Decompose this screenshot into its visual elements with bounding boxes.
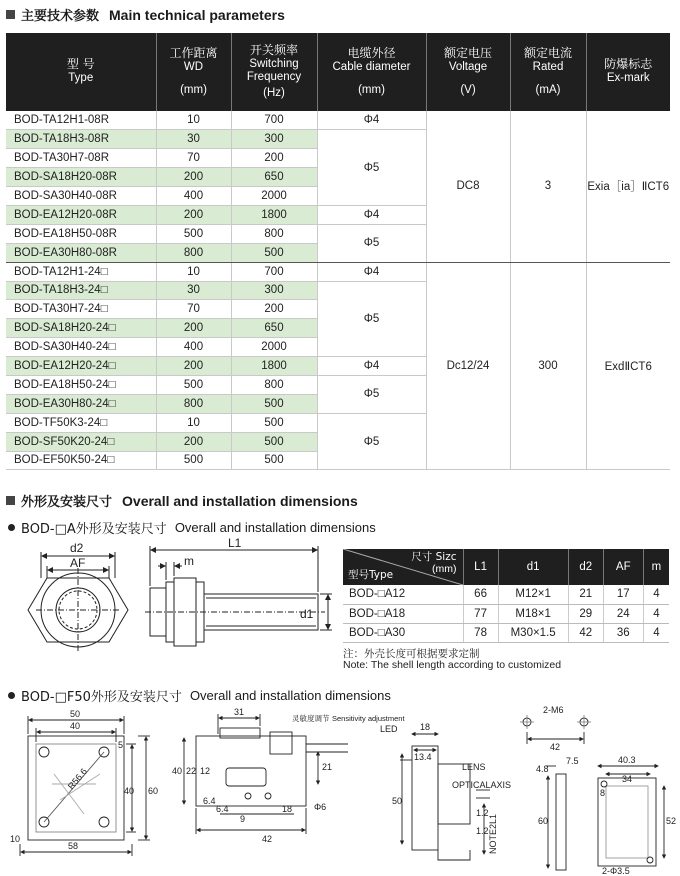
- svg-text:Φ6: Φ6: [314, 802, 327, 812]
- a-series-dimension-drawing: [0, 538, 340, 668]
- f50-dimension-drawings: [0, 704, 680, 876]
- table-row: BOD-TA30H7-08R 70 200: [6, 149, 670, 168]
- svg-text:58: 58: [68, 841, 79, 851]
- svg-text:34: 34: [622, 774, 633, 784]
- cable-cell: Φ5: [317, 413, 426, 470]
- svg-text:1.2: 1.2: [476, 808, 489, 818]
- label-d2: d2: [70, 541, 84, 555]
- svg-text:2-M6: 2-M6: [543, 705, 564, 715]
- dimension-table: [343, 549, 669, 643]
- round-bullet-icon: [8, 692, 15, 699]
- header-current: 额定电流 Rated (mA): [510, 33, 586, 111]
- label-m: m: [184, 554, 194, 568]
- round-bullet-icon: [8, 524, 15, 531]
- svg-text:6.4: 6.4: [203, 796, 216, 806]
- table-row: BOD-EA12H20-24□ 200 1800 Φ4: [6, 357, 670, 376]
- svg-text:40: 40: [70, 721, 81, 731]
- header-wd: 工作距离 WD (mm): [156, 33, 231, 111]
- svg-text:60: 60: [148, 786, 159, 796]
- table-row: BOD-SA30H40-24□ 400 2000: [6, 338, 670, 357]
- table-row: BOD-TA18H3-24□ 30 300 Φ5: [6, 281, 670, 300]
- subheading-f50-series: BOD-□F50外形及安装尺寸 Overall and installation dimensions: [8, 686, 391, 705]
- section-heading-dimensions: [6, 491, 358, 510]
- svg-text:10: 10: [10, 834, 21, 844]
- dim-col-l1: L1: [463, 549, 498, 585]
- svg-text:18: 18: [420, 722, 431, 732]
- label-l1: L1: [228, 538, 242, 550]
- cable-cell: Φ4: [317, 357, 426, 376]
- svg-text:60: 60: [538, 816, 549, 826]
- table-row: BOD-SA30H40-08R 400 2000: [6, 187, 670, 206]
- svg-text:LED: LED: [380, 724, 398, 734]
- table-row: BOD-EF50K50-24□ 500 500: [6, 451, 670, 470]
- svg-text:52: 52: [666, 816, 677, 826]
- square-bullet-icon: [6, 10, 15, 19]
- svg-text:R56.6: R56.6: [65, 766, 89, 792]
- dim-col-m: m: [643, 549, 669, 585]
- svg-text:NOTE2L1: NOTE2L1: [488, 813, 498, 854]
- section-title-en: Overall and installation dimensions: [122, 492, 358, 509]
- table-row: BOD-EA30H80-08R 800 500: [6, 243, 670, 262]
- voltage-cell: Dc12/24: [426, 262, 510, 470]
- svg-text:40: 40: [172, 766, 183, 776]
- svg-text:OPTICALAXIS: OPTICALAXIS: [452, 780, 512, 790]
- table-row: BOD-TA30H7-24□ 70 200: [6, 300, 670, 319]
- cable-cell: Φ5: [317, 375, 426, 413]
- table-row: BOD-EA30H80-24□ 800 500: [6, 394, 670, 413]
- table-row: BOD-□A12 66 M12×1 21 17 4: [343, 585, 669, 604]
- section-heading-main-params: [6, 5, 285, 24]
- svg-text:9: 9: [240, 814, 246, 824]
- header-voltage: 额定电压 Voltage (V): [426, 33, 510, 111]
- cable-cell: Φ4: [317, 262, 426, 281]
- table-row: BOD-TF50K3-24□ 10 500 Φ5: [6, 413, 670, 432]
- svg-text:40.3: 40.3: [618, 755, 636, 765]
- cable-cell: Φ5: [317, 130, 426, 206]
- table-row: BOD-SF50K20-24□ 200 500: [6, 432, 670, 451]
- table-row: BOD-TA12H1-08R 10 700 Φ4 DC8 3 Exia［ia］ⅡCT6: [6, 111, 670, 130]
- table-row: BOD-SA18H20-24□ 200 650: [6, 319, 670, 338]
- section-title-cn: 主要技术参数: [21, 9, 100, 24]
- dim-col-d1: d1: [498, 549, 568, 585]
- section-title-cn: 外形及安装尺寸: [21, 495, 113, 510]
- svg-text:50: 50: [70, 709, 81, 719]
- svg-text:12: 12: [200, 766, 211, 776]
- svg-text:22: 22: [186, 766, 197, 776]
- section-title-en: Main technical parameters: [109, 6, 285, 23]
- header-exmark: 防爆标志 Ex-mark: [586, 33, 670, 111]
- main-parameters-table: [6, 33, 670, 470]
- svg-text:Sensitivity adjustment: Sensitivity adjustment: [332, 714, 405, 723]
- svg-text:42: 42: [262, 834, 273, 844]
- svg-text:7.5: 7.5: [566, 756, 579, 766]
- dim-col-af: AF: [603, 549, 643, 585]
- svg-text:40: 40: [124, 786, 135, 796]
- table-row: BOD-EA18H50-08R 500 800 Φ5: [6, 224, 670, 243]
- svg-text:1.2: 1.2: [476, 826, 489, 836]
- exmark-cell: ExdⅡCT6: [586, 262, 670, 470]
- current-cell: 300: [510, 262, 586, 470]
- svg-text:5: 5: [118, 740, 124, 750]
- svg-text:2-Φ3.5: 2-Φ3.5: [602, 866, 630, 876]
- note-cn: 注：外壳长度可根据要求定制: [343, 648, 480, 660]
- header-frequency: 开关频率 Switching Frequency (Hz): [231, 33, 317, 111]
- cable-cell: Φ4: [317, 111, 426, 130]
- cable-cell: Φ4: [317, 205, 426, 224]
- table-row: BOD-EA18H50-24□ 500 800 Φ5: [6, 375, 670, 394]
- svg-text:LENS: LENS: [462, 762, 486, 772]
- label-af: AF: [70, 556, 86, 570]
- table-row: BOD-□A30 78 M30×1.5 42 36 4: [343, 623, 669, 642]
- cable-cell: Φ5: [317, 281, 426, 357]
- table-header-row: [6, 33, 670, 111]
- voltage-cell: DC8: [426, 111, 510, 262]
- table-row: BOD-TA18H3-08R 30 300 Φ5: [6, 130, 670, 149]
- dim-table-corner-header: 尺寸 Sizc (mm) 型号Type: [343, 549, 463, 585]
- dim-col-d2: d2: [568, 549, 603, 585]
- header-type: 型 号 Type: [6, 33, 156, 111]
- label-d1: d1: [300, 607, 314, 621]
- svg-text:50: 50: [392, 796, 403, 806]
- table-row: BOD-TA12H1-24□ 10 700 Φ4 Dc12/24 300 ExdⅡCT6: [6, 262, 670, 281]
- note-en: Note: The shell length according to customized: [343, 659, 562, 671]
- svg-text:8: 8: [600, 788, 606, 798]
- svg-text:18: 18: [282, 804, 293, 814]
- svg-text:13.4: 13.4: [414, 752, 432, 762]
- table-row: BOD-□A18 77 M18×1 29 24 4: [343, 604, 669, 623]
- svg-text:灵敏度调节: 灵敏度调节: [292, 714, 330, 723]
- table-row: BOD-EA12H20-08R 200 1800 Φ4: [6, 205, 670, 224]
- header-cable: 电缆外径 Cable diameter (mm): [317, 33, 426, 111]
- exmark-cell: Exia［ia］ⅡCT6: [586, 111, 670, 262]
- svg-text:4.8: 4.8: [536, 764, 549, 774]
- subheading-a-series: BOD-□A外形及安装尺寸 Overall and installation dimensions: [8, 518, 376, 537]
- current-cell: 3: [510, 111, 586, 262]
- table-row: BOD-SA18H20-08R 200 650: [6, 168, 670, 187]
- svg-text:6.4: 6.4: [216, 804, 229, 814]
- svg-text:31: 31: [234, 707, 245, 717]
- square-bullet-icon: [6, 496, 15, 505]
- svg-text:42: 42: [550, 742, 561, 752]
- cable-cell: Φ5: [317, 224, 426, 262]
- svg-text:21: 21: [322, 762, 333, 772]
